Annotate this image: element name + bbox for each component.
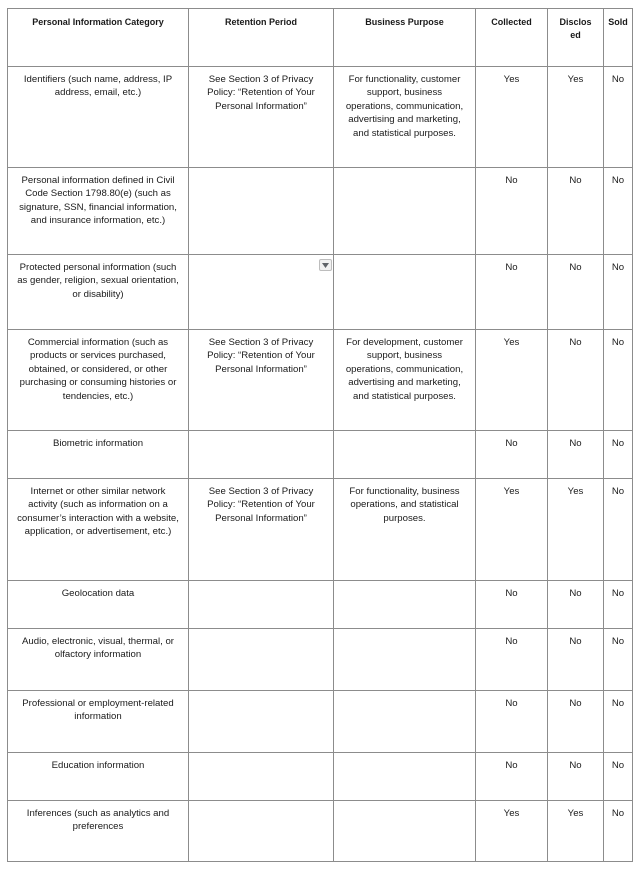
purpose-cell: For functionality, business operations, and statistical purposes. bbox=[334, 479, 476, 581]
category-cell: Audio, electronic, visual, thermal, or olfactory information bbox=[8, 629, 189, 691]
disclosed-cell: Yes bbox=[548, 479, 604, 581]
disclosed-cell: No bbox=[548, 581, 604, 629]
category-cell: Inferences (such as analytics and preferences bbox=[8, 801, 189, 862]
category-cell: Protected personal information (such as gender, religion, sexual orientation, or disability) bbox=[8, 255, 189, 330]
sold-cell: No bbox=[604, 330, 633, 431]
purpose-cell bbox=[334, 691, 476, 753]
sold-cell: No bbox=[604, 629, 633, 691]
collected-cell: No bbox=[476, 753, 548, 801]
personal-information-table bbox=[7, 8, 633, 862]
table-row bbox=[8, 753, 633, 801]
disclosed-cell: Yes bbox=[548, 67, 604, 168]
category-cell: Professional or employment-related information bbox=[8, 691, 189, 753]
collected-cell: Yes bbox=[476, 801, 548, 862]
purpose-cell bbox=[334, 801, 476, 862]
category-cell: Personal information defined in Civil Code Section 1798.80(e) (such as signature, SSN, financial information, and insurance information, etc.) bbox=[8, 168, 189, 255]
table-row bbox=[8, 67, 633, 168]
sold-cell: No bbox=[604, 255, 633, 330]
retention-cell bbox=[189, 168, 334, 255]
collected-cell: No bbox=[476, 255, 548, 330]
table-row bbox=[8, 691, 633, 753]
sold-cell: No bbox=[604, 691, 633, 753]
retention-cell[interactable] bbox=[189, 255, 334, 330]
header-row bbox=[8, 9, 633, 67]
sold-cell: No bbox=[604, 753, 633, 801]
table-row bbox=[8, 479, 633, 581]
header-category: Personal Information Category bbox=[8, 9, 189, 67]
disclosed-cell: Yes bbox=[548, 801, 604, 862]
purpose-cell bbox=[334, 753, 476, 801]
purpose-cell bbox=[334, 255, 476, 330]
retention-cell bbox=[189, 691, 334, 753]
table-row bbox=[8, 581, 633, 629]
category-cell: Geolocation data bbox=[8, 581, 189, 629]
disclosed-cell: No bbox=[548, 753, 604, 801]
category-cell: Identifiers (such name, address, IP address, email, etc.) bbox=[8, 67, 189, 168]
disclosed-cell: No bbox=[548, 629, 604, 691]
disclosed-cell: No bbox=[548, 255, 604, 330]
category-cell: Biometric information bbox=[8, 431, 189, 479]
header-collected: Collected bbox=[476, 9, 548, 67]
collected-cell: No bbox=[476, 581, 548, 629]
purpose-cell bbox=[334, 629, 476, 691]
collected-cell: Yes bbox=[476, 67, 548, 168]
sold-cell: No bbox=[604, 168, 633, 255]
purpose-cell: For functionality, customer support, business operations, communication, advertising and marketing, and statistical purposes. bbox=[334, 67, 476, 168]
sold-cell: No bbox=[604, 479, 633, 581]
chevron-down-icon bbox=[322, 263, 329, 268]
collected-cell: Yes bbox=[476, 330, 548, 431]
purpose-cell bbox=[334, 581, 476, 629]
collected-cell: No bbox=[476, 629, 548, 691]
retention-cell bbox=[189, 801, 334, 862]
table-row bbox=[8, 629, 633, 691]
purpose-cell: For development, customer support, business operations, communication, advertising and marketing, and statistical purposes. bbox=[334, 330, 476, 431]
retention-dropdown-button[interactable] bbox=[319, 259, 332, 271]
collected-cell: No bbox=[476, 168, 548, 255]
header-sold: Sold bbox=[604, 9, 633, 67]
retention-cell: See Section 3 of Privacy Policy: “Retention of Your Personal Information” bbox=[189, 330, 334, 431]
sold-cell: No bbox=[604, 581, 633, 629]
category-cell: Internet or other similar network activity (such as information on a consumer’s interaction with a website, application, or advertisement, etc.) bbox=[8, 479, 189, 581]
purpose-cell bbox=[334, 168, 476, 255]
sold-cell: No bbox=[604, 801, 633, 862]
header-disclosed: Disclosed bbox=[548, 9, 604, 67]
collected-cell: Yes bbox=[476, 479, 548, 581]
collected-cell: No bbox=[476, 691, 548, 753]
header-retention: Retention Period bbox=[189, 9, 334, 67]
table-row bbox=[8, 255, 633, 330]
retention-cell bbox=[189, 431, 334, 479]
collected-cell: No bbox=[476, 431, 548, 479]
disclosed-cell: No bbox=[548, 691, 604, 753]
disclosed-cell: No bbox=[548, 431, 604, 479]
retention-cell: See Section 3 of Privacy Policy: “Retention of Your Personal Information” bbox=[189, 67, 334, 168]
purpose-cell bbox=[334, 431, 476, 479]
header-purpose: Business Purpose bbox=[334, 9, 476, 67]
category-cell: Commercial information (such as products or services purchased, obtained, or considered, or other purchasing or consuming histories or tendencies, etc.) bbox=[8, 330, 189, 431]
disclosed-cell: No bbox=[548, 168, 604, 255]
sold-cell: No bbox=[604, 67, 633, 168]
retention-cell: See Section 3 of Privacy Policy: “Retention of Your Personal Information” bbox=[189, 479, 334, 581]
retention-cell bbox=[189, 629, 334, 691]
retention-cell bbox=[189, 581, 334, 629]
retention-cell bbox=[189, 753, 334, 801]
table-row bbox=[8, 801, 633, 862]
sold-cell: No bbox=[604, 431, 633, 479]
disclosed-cell: No bbox=[548, 330, 604, 431]
table-row bbox=[8, 168, 633, 255]
table-row bbox=[8, 431, 633, 479]
category-cell: Education information bbox=[8, 753, 189, 801]
table-row bbox=[8, 330, 633, 431]
